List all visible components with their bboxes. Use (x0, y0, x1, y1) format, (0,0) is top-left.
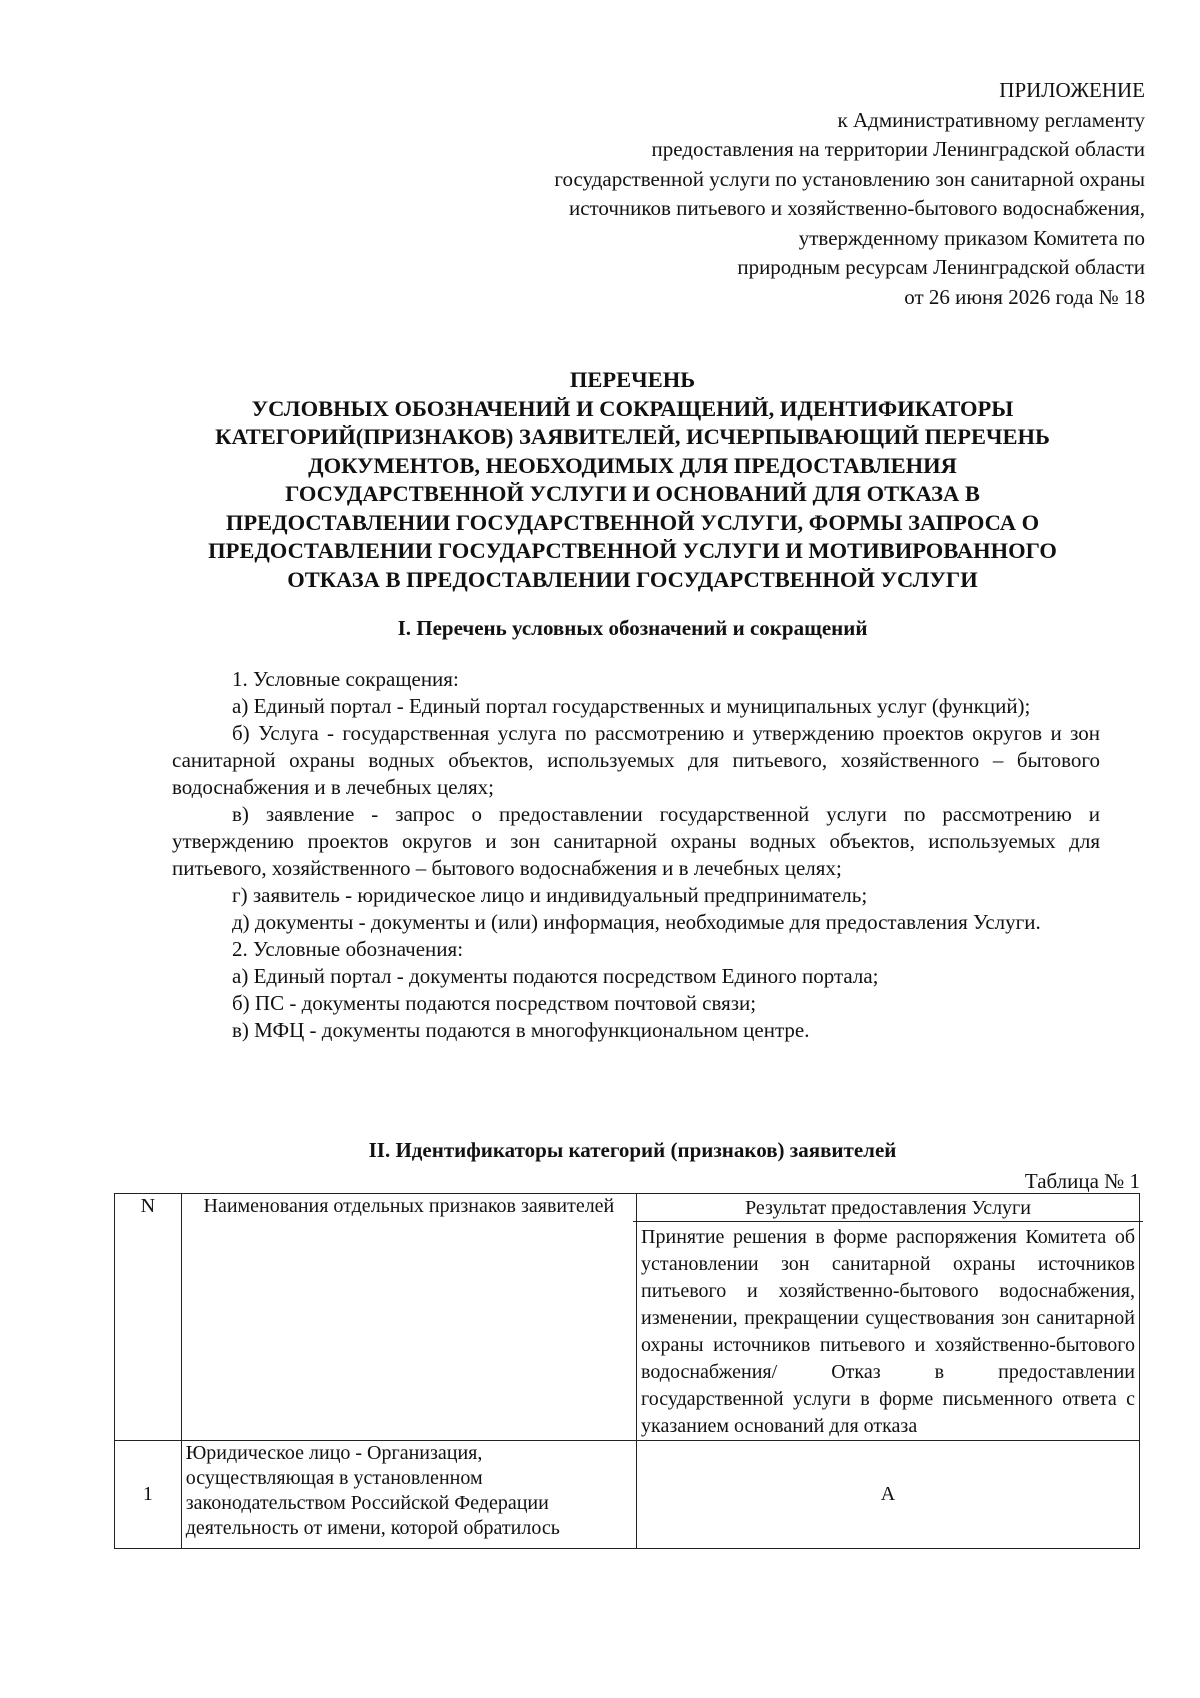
paragraph: в) МФЦ - документы подаются в многофункциональном центре. (232, 1018, 810, 1042)
header-cell-n: N (115, 1194, 182, 1441)
title-line: ПЕРЕЧЕНЬ (569, 367, 696, 392)
paragraph: а) Единый портал - документы подаются посредством Единого портала; (232, 964, 879, 988)
table-header-row (115, 1194, 1140, 1441)
paragraph: в) заявление - запрос о предоставлении государственной услуги по рассмотрению и утверждению проектов округов и зон санитарной охраны водных объектов, используемых для питьевого, хозяйственного – бытового водоснабжения и в лечебных целях; (172, 802, 1100, 880)
header-line: предоставления на территории Ленинградской области (651, 137, 1145, 161)
title-line: ОТКАЗА В ПРЕДОСТАВЛЕНИИ ГОСУДАРСТВЕННОЙ УСЛУГИ (287, 566, 978, 592)
paragraph: г) заявитель - юридическое лицо и индивидуальный предприниматель; (232, 883, 868, 907)
header-line: утвержденному приказом Комитета по (798, 225, 1145, 250)
title-line: ПРЕДОСТАВЛЕНИИ ГОСУДАРСТВЕННОЙ УСЛУГИ И МОТИВИРОВАННОГО (208, 538, 1057, 563)
title-line: ДОКУМЕНТОВ, НЕОБХОДИМЫХ ДЛЯ ПРЕДОСТАВЛЕНИЯ (308, 452, 957, 478)
result-description: Принятие решения в форме распоряжения Комитета об установлении зон санитарной охраны источников питьевого и хозяйственно-бытового водоснабжения, изменении, прекращении существования зон санитарной охраны источников питьевого и хозяйственно-бытового водоснабжения/ Отказ в предоставлении государственной услуги в форме письменного ответа с указанием оснований для отказа (641, 1226, 1135, 1437)
table-row (115, 1441, 1140, 1549)
paragraph: б) Услуга - государственная услуга по рассмотрению и утверждению проектов округов и зон санитарной охраны водных объектов, используемых для питьевого, хозяйственного – бытового водоснабжения и в лечебных целях; (172, 721, 1100, 799)
document-title (165, 366, 1100, 594)
table-caption: Таблица № 1 (1024, 1169, 1140, 1193)
appendix-header (554, 76, 1145, 312)
header-cell-name: Наименования отдельных признаков заявителей (181, 1194, 636, 1441)
header-line: государственной услуги по установлению зон санитарной охраны (554, 166, 1145, 191)
paragraph: д) документы - документы и (или) информация, необходимые для предоставления Услуги. (232, 910, 1041, 934)
title-line: ПРЕДОСТАВЛЕНИИ ГОСУДАРСТВЕННОЙ УСЛУГИ, ФОРМЫ ЗАПРОСА О (225, 509, 1040, 535)
paragraph: 2. Условные обозначения: (232, 937, 464, 961)
title-line: ГОСУДАРСТВЕННОЙ УСЛУГИ И ОСНОВАНИЙ ДЛЯ ОТКАЗА В (285, 481, 980, 506)
title-line: УСЛОВНЫХ ОБОЗНАЧЕНИЙ И СОКРАЩЕНИЙ, ИДЕНТИФИКАТОРЫ (251, 395, 1014, 421)
section-2-heading: II. Идентификаторы категорий (признаков) заявителей (368, 1138, 897, 1162)
paragraph: б) ПС - документы подаются посредством почтовой связи; (232, 991, 757, 1015)
title-line: КАТЕГОРИЙ(ПРИЗНАКОВ) ЗАЯВИТЕЛЕЙ, ИСЧЕРПЫВАЮЩИЙ ПЕРЕЧЕНЬ (215, 424, 1050, 449)
row-applicant-name: Юридическое лицо - Организация, осуществляющая в установленном законодательством Российской Федерации деятельность от имени, которой обратилось (181, 1441, 636, 1549)
applicant-categories-table (114, 1193, 1140, 1549)
section-1-body (172, 660, 1100, 1044)
row-number: 1 (115, 1441, 182, 1549)
result-column-title: Результат предоставления Услуги (633, 1194, 1143, 1222)
header-cell-result (637, 1194, 1140, 1441)
paragraph: 1. Условные сокращения: (232, 667, 459, 691)
header-line: источников питьевого и хозяйственно-бытового водоснабжения, (568, 196, 1145, 220)
header-line: к Административному регламенту (837, 107, 1145, 132)
paragraph: а) Единый портал - Единый портал государственных и муниципальных услуг (функций); (232, 694, 1031, 718)
header-line: от 26 июня 2026 года № 18 (904, 284, 1145, 309)
header-line: природным ресурсам Ленинградской области (737, 255, 1145, 279)
section-1-heading: I. Перечень условных обозначений и сокращений (397, 616, 868, 640)
header-line: ПРИЛОЖЕНИЕ (999, 78, 1145, 102)
row-result-code: А (637, 1441, 1140, 1549)
